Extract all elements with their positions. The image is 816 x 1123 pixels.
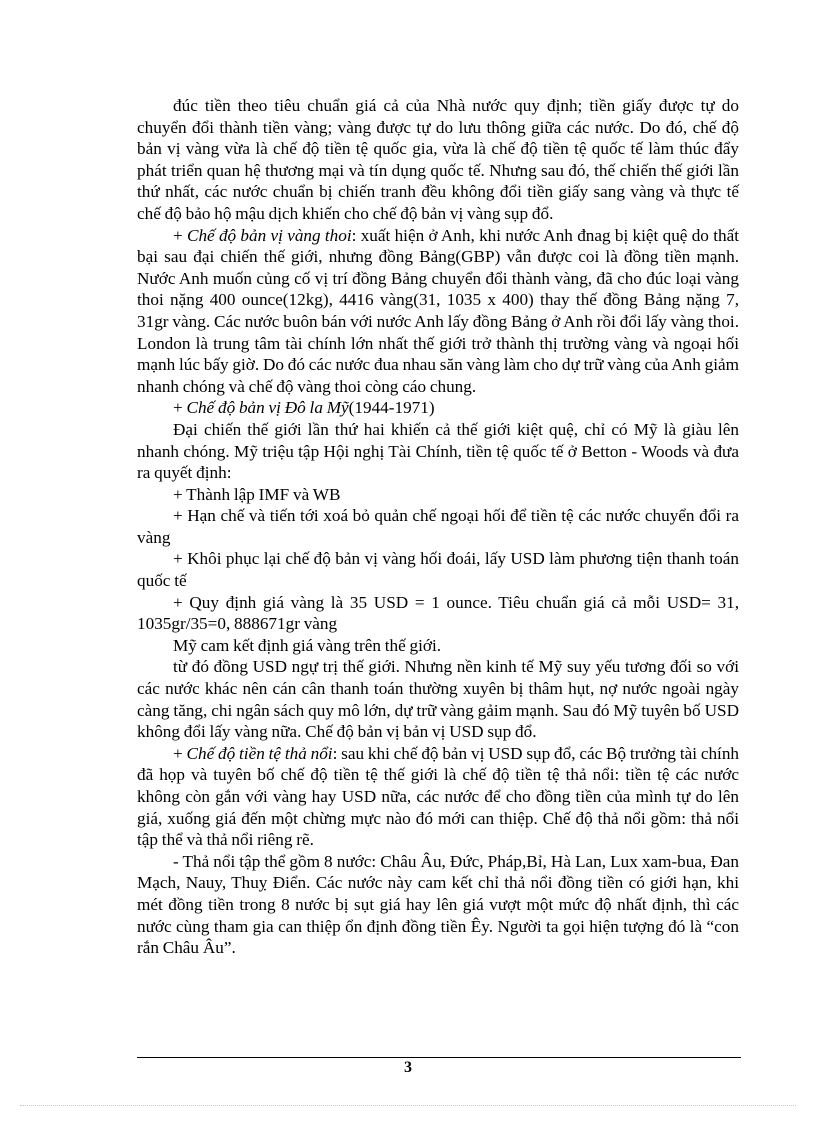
decision-item: + Khôi phục lại chế độ bản vị vàng hối đoái, lấy USD làm phương tiện thanh toán quốc tế xyxy=(137,549,739,591)
page-bottom-dotted-line xyxy=(20,1105,796,1106)
decision-item: + Hạn chế và tiến tới xoá bỏ quản chế ngoại hối để tiền tệ các nước chuyển đổi ra vàng xyxy=(137,506,739,547)
paragraph-floating xyxy=(137,743,739,851)
term-dollar-standard: Chế độ bản vị Đô la Mỹ xyxy=(186,398,349,418)
term-floating: Chế độ tiền tệ thả nổi xyxy=(186,743,333,763)
floating-text: : sau khi chế độ bản vị USD sụp đổ, các Bộ trưởng tài chính đã họp và tuyên bố chế độ tiền tệ thế giới là chế độ tiền tệ thả nổi: tiền tệ các nước không còn gắn với vàng hay USD nữa, các nước để cho đồng tiền của mình tự do lên giá, xuống giá đến một chừng mực nào đó mới can thiệp. Chế độ thả nổi gồm: thả nổi tập thể và thả nổi riêng rẽ. xyxy=(137,743,740,850)
paragraph-gold-standard: đúc tiền theo tiêu chuẩn giá cả của Nhà nước quy định; tiền giấy được tự do chuyển đổi thành tiền vàng; vàng được tự do lưu thông giữa các nước. Do đó, chế độ bản vị vàng vừa là chế độ tiền tệ quốc gia, vừa là chế độ tiền tệ quốc tế làm thúc đẩy phát triển quan hệ thương mại và tín dụng quốc tế. Nhưng sau đó, thế chiến thế giới lần thứ nhất, các nước chuẩn bị chiến tranh đều không đổi tiền giấy sang vàng và thực tế chế độ bảo hộ mậu dịch khiến cho chế độ bản vị vàng sụp đổ. xyxy=(137,96,739,223)
page-number: 3 xyxy=(404,1059,412,1076)
body-text xyxy=(137,95,739,959)
paragraph-commitment: Mỹ cam kết định giá vàng trên thế giới. xyxy=(173,635,442,655)
decision-item: + Thành lập IMF và WB xyxy=(173,484,341,504)
bullet-prefix: + xyxy=(173,398,187,418)
paragraph-dollar-standard xyxy=(137,397,739,419)
footer-divider xyxy=(137,1057,741,1058)
dollar-standard-years: (1944-1971) xyxy=(348,398,435,418)
bullet-prefix: + xyxy=(173,743,187,763)
paragraph-collective-float: - Thả nổi tập thể gồm 8 nước: Châu Âu, Đức, Pháp,Bỉ, Hà Lan, Lux xam-bua, Đan Mạch, Nauy, Thuỵ Điển. Các nước này cam kết chỉ thả nổi đồng tiền có giới hạn, khi mét đồng tiền trong 8 nước bị sụt giá hay lên giá vượt một mức độ nhất định, thì các nước cùng tham gia can thiệp ổn định đồng tiền Êy. Người ta gọi hiện tượng đó là “con rắn Châu Âu”. xyxy=(137,851,739,958)
gold-bullion-text: : xuất hiện ở Anh, khi nước Anh đnag bị kiệt quệ do thất bại sau đại chiến thế giới, nhưng đồng Bảng(GBP) vẫn được coi là đồng tiền mạnh. Nước Anh muốn củng cố vị trí đồng Bảng chuyển đổi thành vàng, đã cho đúc loại vàng thoi nặng 400 ounce(12kg), 4416 vàng(31, 1035 x 400) thay thế đồng Bảng nặng 7, 31gr vàng. Các nước buôn bán với nước Anh lấy đồng Bảng ở Anh rồi đổi lấy vàng thoi. London là trung tâm tài chính lớn nhất thế giới trở thành thị trường vàng và ngoại hối mạnh lúc bấy giờ. Do đó các nước đua nhau săn vàng làm cho dự trữ vàng của Anh giảm nhanh chóng và chế độ vàng thoi còng cáo chung. xyxy=(137,225,739,396)
term-gold-bullion: Chế độ bản vị vàng thoi xyxy=(186,225,352,245)
bullet-prefix: + xyxy=(173,225,187,245)
paragraph-usd-collapse: từ đó đồng USD ngự trị thế giới. Nhưng nền kinh tế Mỹ suy yếu tương đối so với các nước khác nên cán cân thanh toán thường xuyên bị thâm hụt, nợ nước ngoài ngày càng tăng, chi ngân sách quy mô lớn, dự trữ vàng gảim mạnh. Sau đó Mỹ tuyên bố USD không đổi lấy vàng nữa. Chế độ bản vị bản vị USD sụp đổ. xyxy=(137,657,739,742)
paragraph-bretton-woods: Đại chiến thế giới lần thứ hai khiến cả thế giới kiệt quệ, chỉ có Mỹ là giàu lên nhanh chóng. Mỹ triệu tập Hội nghị Tài Chính, tiền tệ quốc tế ở Betton - Woods và đưa ra quyết định: xyxy=(137,419,739,483)
decision-item: + Quy định giá vàng là 35 USD = 1 ounce. Tiêu chuẩn giá cả mỗi USD= 31, 1035gr/35=0, 888671gr vàng xyxy=(137,592,739,634)
paragraph-gold-bullion xyxy=(137,225,739,398)
